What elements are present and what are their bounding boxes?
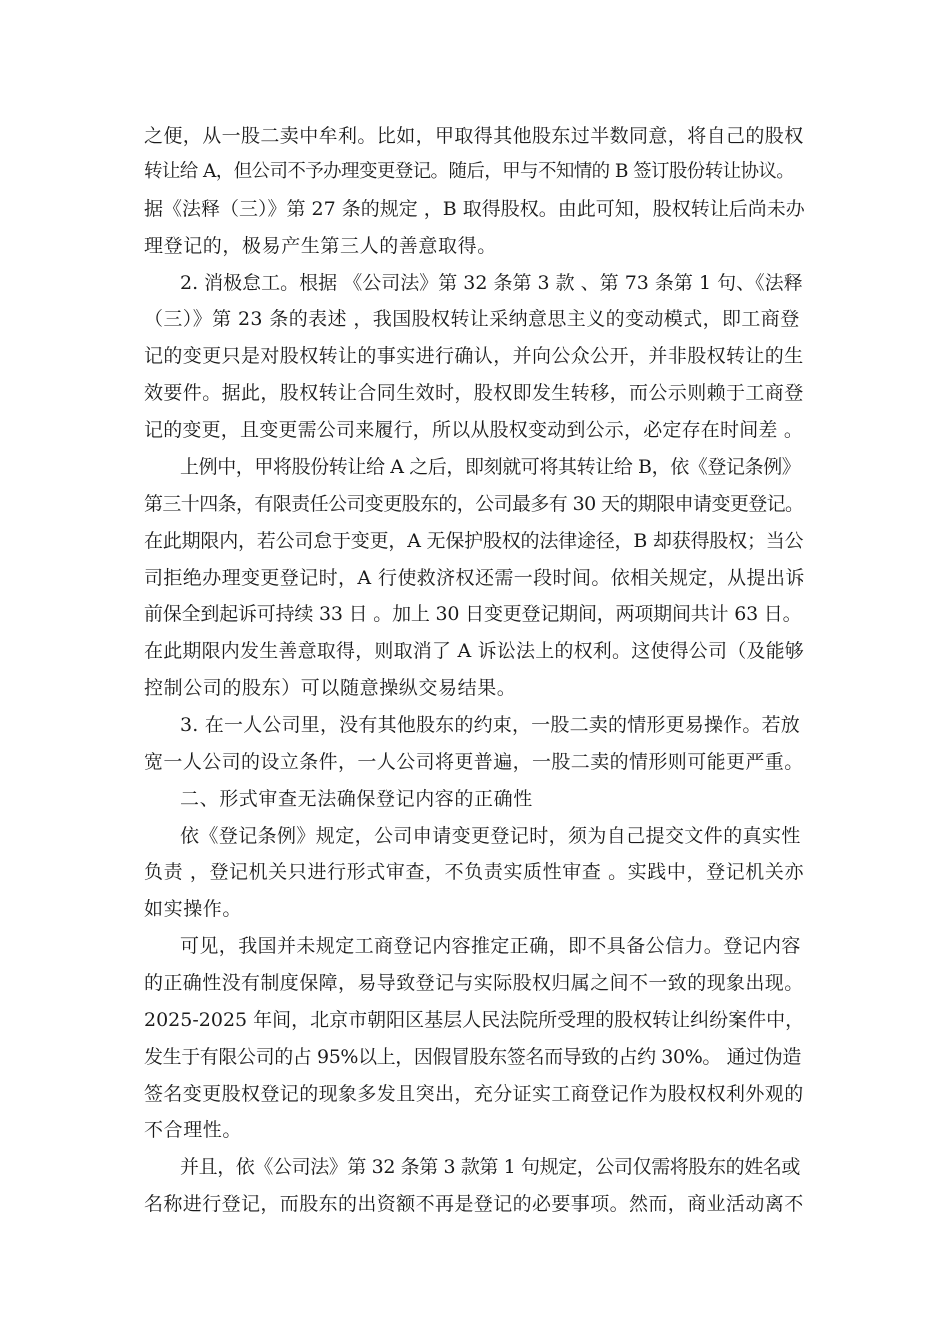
text-line: 名称进行登记，而股东的出资额不再是登记的必要事项。然而，商业活动离不 — [144, 1193, 804, 1215]
text-line: 之便，从一股二卖中牟利。比如，甲取得其他股东过半数同意，将自己的股权 — [144, 125, 804, 147]
text-line: 负责 ，登记机关只进行形式审查，不负责实质性审查 。实践中，登记机关亦 — [144, 861, 805, 883]
text-line: （三）》第 23 条的表述 ，我国股权转让采纳意思主义的变动模式，即工商登 — [144, 308, 800, 330]
text-line: 在此期限内发生善意取得，则取消了 A 诉讼法上的权利。这使得公司（及能够 — [144, 640, 805, 662]
text-line: 记的变更，且变更需公司来履行，所以从股权变动到公示，必定存在时间差 。 — [144, 419, 804, 441]
text-line: 第三十四条，有限责任公司变更股东的，公司最多有 30 天的期限申请变更登记。 — [144, 493, 804, 515]
text-line: 司拒绝办理变更登记时，A 行使救济权还需一段时间。依相关规定，从提出诉 — [144, 567, 805, 589]
text-line: 控制公司的股东）可以随意操纵交易结果。 — [144, 677, 517, 699]
section-heading: 二、形式审查无法确保登记内容的正确性 — [180, 788, 533, 810]
text-line: 2025-2025 年间，北京市朝阳区基层人民法院所受理的股权转让纠纷案件中， — [144, 1009, 805, 1031]
paragraph-start-line: 2. 消极怠工。根据 《公司法》第 32 条第 3 款 、第 73 条第 1 句、《法释 — [180, 272, 803, 294]
text-line: 据《法释（三）》第 27 条的规定 ，B 取得股权。由此可知，股权转让后尚未办 — [144, 198, 805, 220]
paragraph-start-line: 依《登记条例》规定，公司申请变更登记时，须为自己提交文件的真实性 — [180, 825, 801, 847]
text-line: 在此期限内，若公司怠于变更，A 无保护股权的法律途径，B 却获得股权；当公 — [144, 530, 804, 552]
paragraph-start-line: 并且，依《公司法》第 32 条第 3 款第 1 句规定，公司仅需将股东的姓名或 — [180, 1156, 800, 1178]
text-line: 记的变更只是对股权转让的事实进行确认，并向公众公开，并非股权转让的生 — [144, 345, 804, 367]
text-line: 前保全到起诉可持续 33 日 。加上 30 日变更登记期间，两项期间共计 63 日。 — [144, 603, 802, 625]
text-line: 转让给 A，但公司不予办理变更登记。随后，甲与不知情的 B 签订股份转让协议。 — [144, 161, 795, 182]
text-line: 宽一人公司的设立条件，一人公司将更普遍，一股二卖的情形则可能更严重。 — [144, 751, 804, 773]
paragraph-start-line: 可见，我国并未规定工商登记内容推定正确，即不具备公信力。登记内容 — [180, 935, 801, 957]
text-line: 效要件。据此，股权转让合同生效时，股权即发生转移，而公示则赖于工商登 — [144, 382, 804, 404]
text-line: 如实操作。 — [144, 898, 243, 920]
text-line: 理登记的，极易产生第三人的善意取得。 — [144, 235, 497, 257]
paragraph-start-line: 上例中，甲将股份转让给 A 之后，即刻就可将其转让给 B，依《登记条例》 — [180, 456, 801, 478]
text-line: 的正确性没有制度保障，易导致登记与实际股权归属之间不一致的现象出现。 — [144, 972, 804, 994]
paragraph-start-line: 3. 在一人公司里，没有其他股东的约束，一股二卖的情形更易操作。若放 — [180, 714, 800, 736]
text-line: 签名变更股权登记的现象多发且突出，充分证实工商登记作为股权权利外观的 — [144, 1083, 804, 1105]
text-line: 发生于有限公司的占 95%以上，因假冒股东签名而导致的占约 30%。 通过伪造 — [144, 1046, 801, 1068]
text-line: 不合理性。 — [144, 1119, 243, 1141]
